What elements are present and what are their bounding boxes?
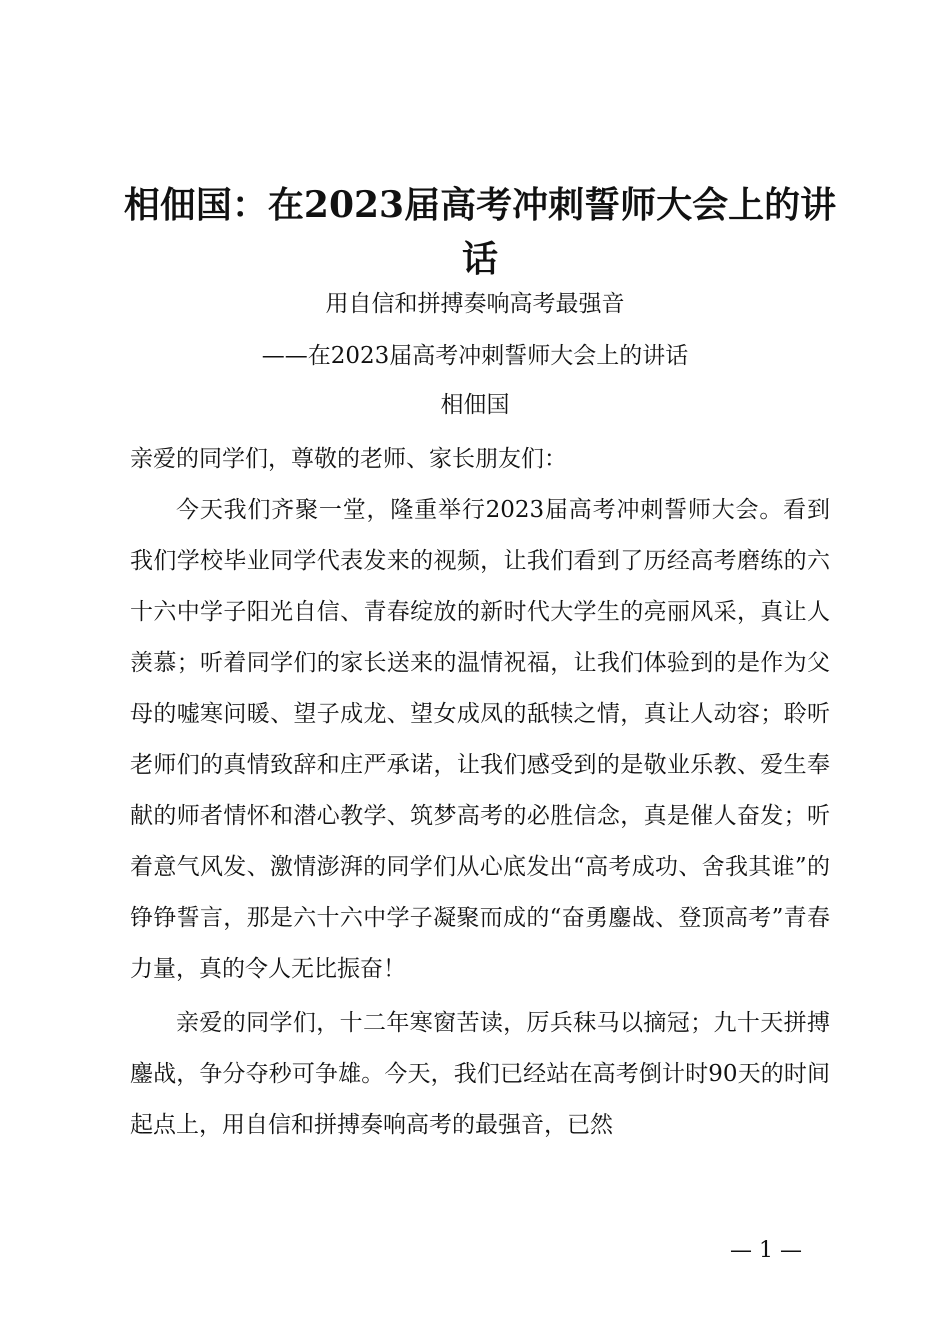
document-subtitle: 用自信和拼搏奏响高考最强音 <box>325 291 625 317</box>
page-number: — 1 — <box>730 1238 802 1263</box>
document-title: 相佃国：在2023届高考冲刺誓师大会上的讲话 <box>123 184 837 280</box>
salutation: 亲爱的同学们，尊敬的老师、家长朋友们： <box>130 446 567 472</box>
body-paragraph: 亲爱的同学们，十二年寒窗苦读，厉兵秣马以摘冠；九十天拼搏鏖战，争分夺秒可争雄。今天，我们已经站在高考倒计时90天的时间起点上，用自信和拼搏奏响高考的最强音，已然 <box>130 1010 830 1138</box>
document-subtitle-secondary: ——在2023届高考冲刺誓师大会上的讲话 <box>261 343 689 369</box>
body-paragraph: 今天我们齐聚一堂，隆重举行2023届高考冲刺誓师大会。看到我们学校毕业同学代表发来的视频，让我们看到了历经高考磨练的六十六中学子阳光自信、青春绽放的新时代大学生的亮丽风采，真让人羡慕；听着同学们的家长送来的温情祝福，让我们体验到的是作为父母的嘘寒问暖、望子成龙、望女成凤的舐犊之情，真让人动容；聆听老师们的真情致辞和庄严承诺，让我们感受到的是敬业乐教、爱生奉献的师者情怀和潜心教学、筑梦高考的必胜信念，真是催人奋发；听着意气风发、激情澎湃的同学们从心底发出“高考成功、舍我其谁”的铮铮誓言，那是六十六中学子凝聚而成的“奋勇鏖战、登顶高考”青春力量，真的令人无比振奋！ <box>130 497 830 982</box>
document-body <box>130 434 830 1151</box>
document-author: 相佃国 <box>440 392 510 418</box>
